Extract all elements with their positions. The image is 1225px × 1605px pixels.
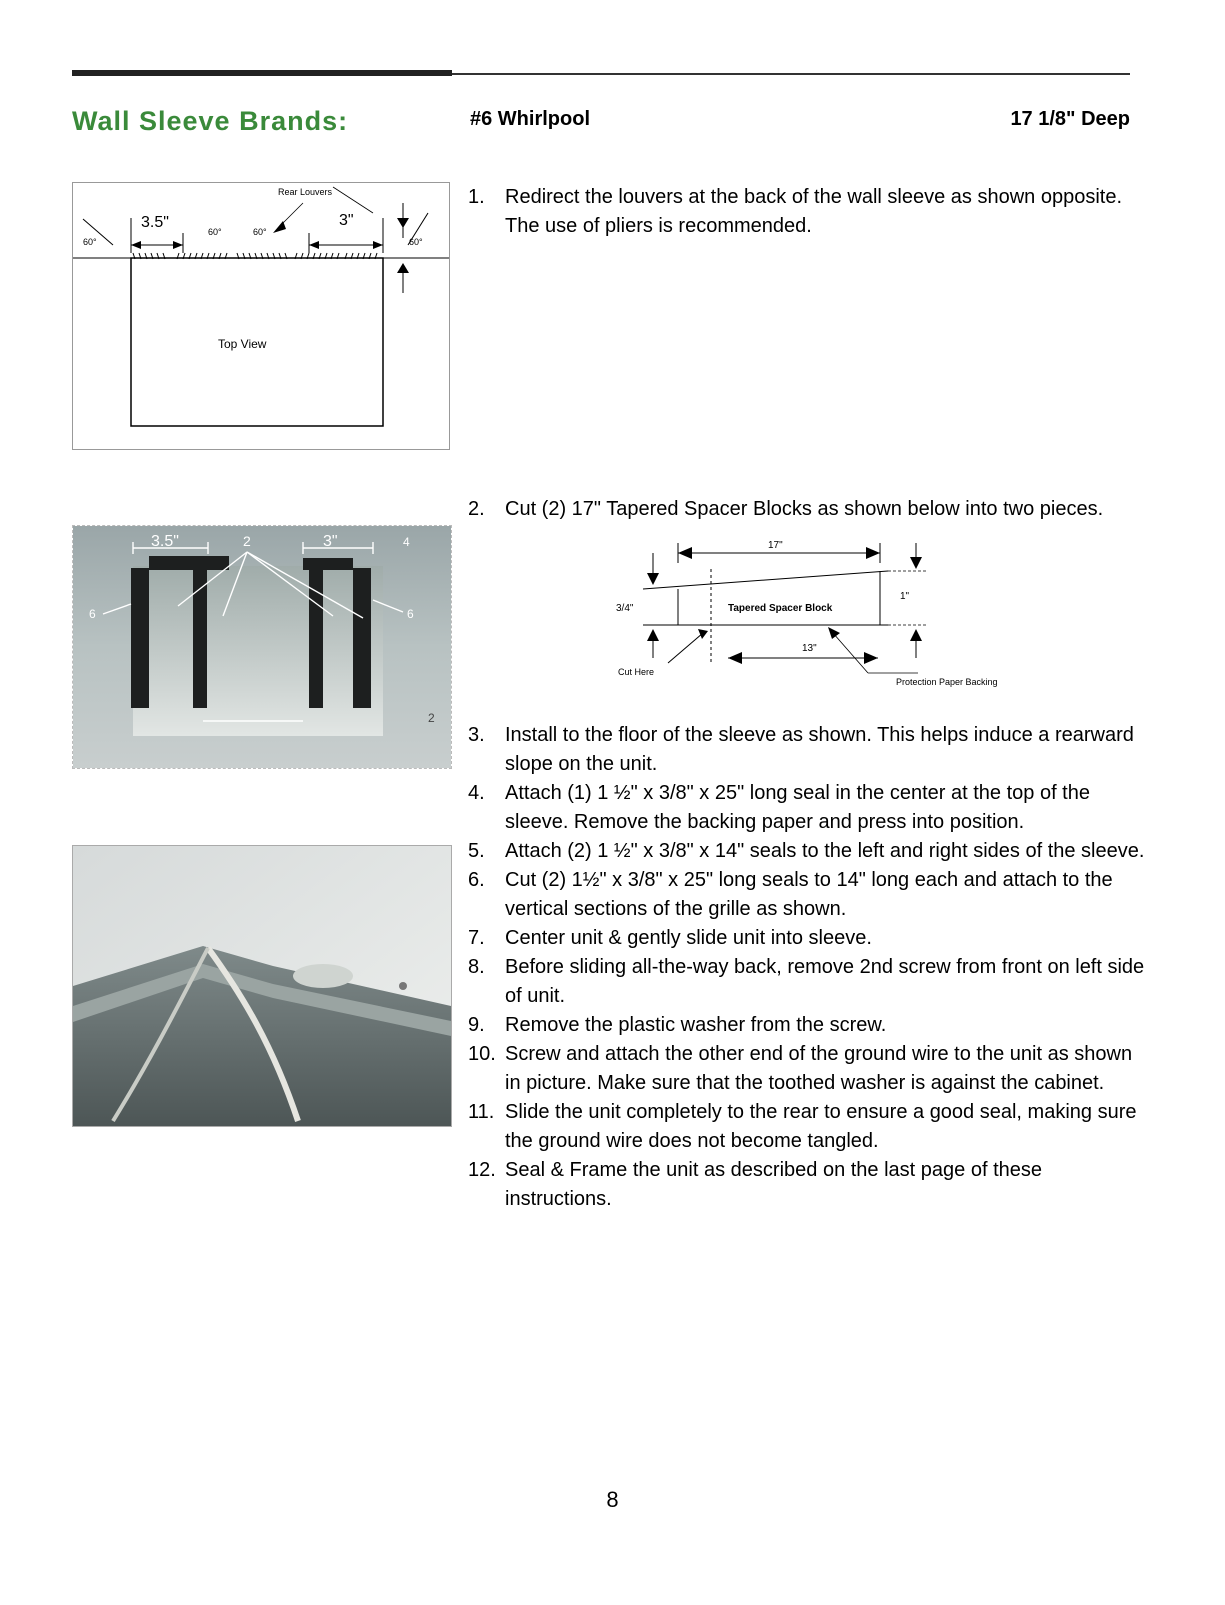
photo1-label-4: 4 bbox=[403, 535, 410, 549]
step-text: Cut (2) 1½" x 3/8" x 25" long seals to 14" long each and attach to the vertical sections of the grille as shown. bbox=[505, 869, 1113, 920]
step-item bbox=[468, 183, 1148, 241]
step-text: Redirect the louvers at the back of the wall sleeve as shown opposite. The use of pliers is recommended. bbox=[505, 186, 1123, 237]
step-item bbox=[468, 1156, 1148, 1214]
top-right-seal bbox=[303, 558, 353, 570]
right-seal bbox=[353, 568, 371, 708]
protection-paper-label: Protection Paper Backing bbox=[896, 677, 998, 687]
photo1-label-right: 3" bbox=[323, 533, 338, 550]
depth-heading: 17 1/8" Deep bbox=[1010, 108, 1130, 130]
sleeve-seal-photo bbox=[72, 525, 452, 769]
step-item bbox=[468, 924, 1148, 953]
step-number: 9. bbox=[468, 1014, 485, 1036]
step-number: 6. bbox=[468, 869, 485, 891]
step-2 bbox=[468, 495, 1148, 687]
photo1-label-mid: 2 bbox=[243, 533, 251, 549]
step-text: Remove the plastic washer from the screw. bbox=[505, 1014, 887, 1036]
right-width-label: 3" bbox=[339, 212, 354, 229]
step-number: 5. bbox=[468, 840, 485, 862]
ground-wire-svg bbox=[73, 846, 451, 1126]
step-item bbox=[468, 953, 1148, 1011]
photo1-label-6-right: 6 bbox=[407, 607, 414, 621]
rear-louvers-label: Rear Louvers bbox=[278, 187, 333, 197]
left-width-label: 3.5" bbox=[141, 214, 169, 231]
step-item bbox=[468, 1098, 1148, 1156]
top-view-diagram bbox=[72, 182, 450, 450]
step-text: Before sliding all-the-way back, remove 2nd screw from front on left side of unit. bbox=[505, 956, 1145, 1007]
header-rule-thick bbox=[72, 70, 452, 76]
top-left-seal bbox=[149, 556, 229, 570]
step-text: Attach (1) 1 ½" x 3/8" x 25" long seal in the center at the top of the sleeve. Remove the backing paper and press into position. bbox=[505, 782, 1090, 833]
header-rule-thin bbox=[452, 73, 1130, 75]
top-view-svg bbox=[73, 183, 449, 449]
angle-outer-right: 60° bbox=[409, 237, 423, 247]
step-number: 3. bbox=[468, 724, 485, 746]
spacer-block-diagram bbox=[578, 533, 1138, 703]
step-number: 1. bbox=[468, 186, 485, 208]
angle-outer-left: 60° bbox=[83, 237, 97, 247]
step-item bbox=[468, 1011, 1148, 1040]
step-number: 12. bbox=[468, 1159, 496, 1181]
step-number: 10. bbox=[468, 1043, 496, 1065]
steps-list-bottom bbox=[468, 721, 1148, 1214]
step-text: Attach (2) 1 ½" x 3/8" x 14" seals to the left and right sides of the sleeve. bbox=[505, 840, 1145, 862]
step-number: 8. bbox=[468, 956, 485, 978]
step-item bbox=[468, 837, 1148, 866]
grille-seal-left bbox=[193, 570, 207, 708]
sleeve-seal-svg bbox=[73, 526, 451, 768]
spacer-length-top: 17" bbox=[768, 540, 783, 551]
step-text: Seal & Frame the unit as described on the last page of these instructions. bbox=[505, 1159, 1042, 1210]
step-number: 11. bbox=[468, 1101, 495, 1123]
top-view-caption: Top View bbox=[218, 337, 267, 351]
spacer-length-bottom: 13" bbox=[802, 643, 817, 654]
spacer-height-right: 1" bbox=[900, 591, 910, 602]
step-item bbox=[468, 866, 1148, 924]
step-item bbox=[468, 779, 1148, 837]
step-text: Install to the floor of the sleeve as shown. This helps induce a rearward slope on the unit. bbox=[505, 724, 1134, 775]
spacer-height-left: 3/4" bbox=[616, 603, 634, 614]
photo1-label-6-left: 6 bbox=[89, 607, 96, 621]
angle-inner-left: 60° bbox=[208, 227, 222, 237]
ground-wire-photo bbox=[72, 845, 452, 1127]
step-text: Screw and attach the other end of the ground wire to the unit as shown in picture. Make sure that the toothed washer is against the cabinet. bbox=[505, 1043, 1133, 1094]
left-seal bbox=[131, 568, 149, 708]
page-title: Wall Sleeve Brands: bbox=[72, 106, 349, 136]
photo1-label-left: 3.5" bbox=[151, 533, 179, 550]
spacer-block-label: Tapered Spacer Block bbox=[728, 603, 833, 614]
steps-list-top bbox=[468, 183, 1148, 241]
step-text: Cut (2) 17" Tapered Spacer Blocks as shown below into two pieces. bbox=[505, 498, 1104, 520]
cut-here-label: Cut Here bbox=[618, 667, 655, 677]
step-item bbox=[468, 721, 1148, 779]
angle-inner-right: 60° bbox=[253, 227, 267, 237]
step-number: 2. bbox=[468, 498, 485, 520]
page-number: 8 bbox=[606, 1487, 619, 1512]
step-number: 7. bbox=[468, 927, 485, 949]
step-item bbox=[468, 495, 1148, 524]
photo1-label-2: 2 bbox=[428, 711, 435, 725]
step-item bbox=[468, 1040, 1148, 1098]
step-text: Center unit & gently slide unit into sleeve. bbox=[505, 927, 872, 949]
step-number: 4. bbox=[468, 782, 485, 804]
step-text: Slide the unit completely to the rear to ensure a good seal, making sure the ground wire does not become tangled. bbox=[505, 1101, 1137, 1152]
model-heading: #6 Whirlpool bbox=[470, 108, 590, 130]
